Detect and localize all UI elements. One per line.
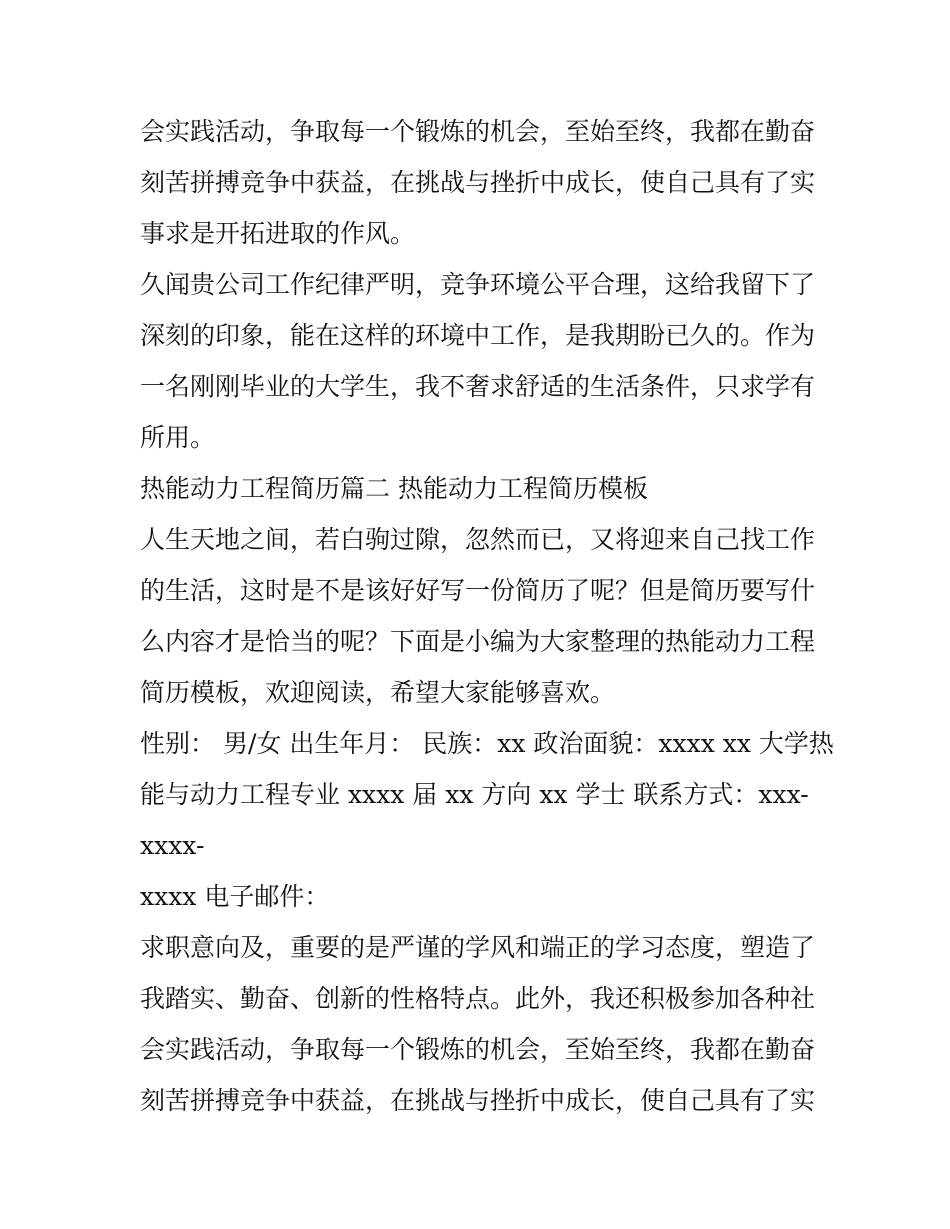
text-line-11: 么内容才是恰当的呢？下面是小编为大家整理的热能动力工程 (140, 627, 816, 656)
text-line-9: 人生天地之间，若白驹过隙，忽然而已，又将迎来自己找工作 (140, 525, 816, 554)
text-line-12: 简历模板，欢迎阅读，希望大家能够喜欢。 (140, 678, 616, 707)
body-text (140, 106, 834, 1126)
text-line-16: xxxx 电子邮件： (140, 882, 330, 911)
text-line-18: 我踏实、勤奋、创新的性格特点。此外，我还积极参加各种社 (140, 984, 816, 1013)
text-line-7: 所用。 (140, 423, 216, 452)
text-line-13: 性别： 男/女 出生年月： 民族：xx 政治面貌：xxxx xx 大学热 (140, 729, 834, 758)
text-line-5: 深刻的印象，能在这样的环境中工作，是我期盼已久的。作为 (140, 321, 816, 350)
text-line-10: 的生活，这时是不是该好好写一份简历了呢？但是简历要写什 (140, 576, 816, 605)
text-line-1: 会实践活动，争取每一个锻炼的机会，至始至终，我都在勤奋 (140, 117, 816, 146)
text-line-17: 求职意向及，重要的是严谨的学风和端正的学习态度，塑造了 (140, 933, 816, 962)
text-line-19: 会实践活动，争取每一个锻炼的机会，至始至终，我都在勤奋 (140, 1035, 816, 1064)
text-line-2: 刻苦拼搏竞争中获益，在挑战与挫折中成长，使自己具有了实 (140, 168, 816, 197)
text-line-20: 刻苦拼搏竞争中获益，在挑战与挫折中成长，使自己具有了实 (140, 1086, 816, 1115)
text-line-6: 一名刚刚毕业的大学生，我不奢求舒适的生活条件，只求学有 (140, 372, 816, 401)
text-line-14: 能与动力工程专业 xxxx 届 xx 方向 xx 学士 联系方式：xxx- (140, 780, 809, 809)
section-heading: 热能动力工程简历篇二 热能动力工程简历模板 (140, 474, 648, 503)
text-line-4: 久闻贵公司工作纪律严明，竞争环境公平合理，这给我留下了 (140, 270, 816, 299)
text-line-15: xxxx- (140, 831, 205, 860)
text-line-3: 事求是开拓进取的作风。 (140, 219, 416, 248)
